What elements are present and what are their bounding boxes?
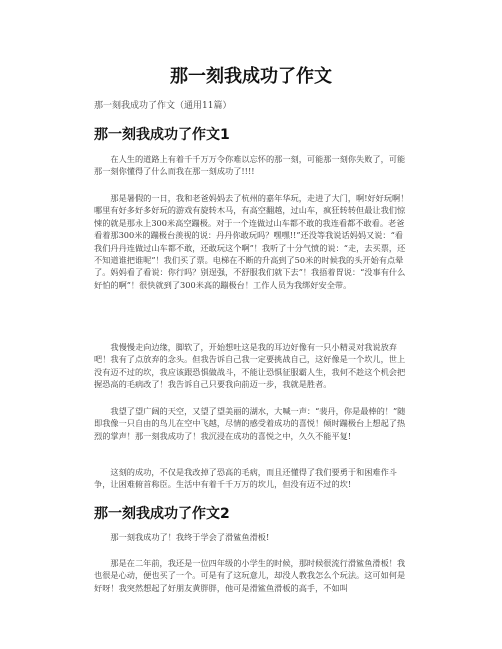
paragraph: 这刻的成功，不仅是我改掉了恐高的毛病，而且还懂得了我们要勇于和困难作斗争，让困难俯首称臣。生活中有着千千万万的坎儿，但没有迈不过的坎! — [94, 467, 397, 490]
document-title: 那一刻我成功了作文 — [170, 66, 332, 87]
section-heading: 那一刻我成功了作文1 — [94, 127, 230, 143]
paragraph: 那是暑假的一日，我和老爸妈妈去了杭州的嘉年华玩，走进了大门，啊!好好玩啊！哪里有好多好多好玩的游戏有旋转木马，有高空翻越，过山车，疯狂转转但最让我们惊悚的就是那永上300米高空蹦极。对于一个连做过山车都不敢的我连看都不敢看。老爸看着那300米的蹦极台羡视的说：丹丹你敢玩吗？嘿嘿!!”还没等我说话妈妈又说：“看我们丹丹连做过山车都不敢，还敢玩这个啊”！我听了十分气愤的说：“走，去买票，还不知道谁把谁呢”！我们买了票。电梯在不断的升高到了50米的时候我的头开始有点晕了。妈妈看了看说：你行吗？别逞强，不舒服我们就下去”！我捂着胃说：“没事有什么好怕的啊”！很快就到了300米高的蹦极台！工作人员为我绑好安全带。 — [94, 193, 409, 290]
paragraph: 我慢慢走向边缘，脚软了，开始想吐这是我的耳边好像有一只小精灵对我说放弃吧！我有了点放弃的念头。但我告诉自己我一定要挑战自己，这好像是一个坎儿，世上没有迈不过的坎，我应该跟恐惧做战斗，不能让恐惧征服霸人生，我何不趁这个机会把握恐高的毛病改了！我告诉自己只要我向前迈一步，我就是胜者。 — [94, 342, 406, 390]
section-heading: 那一刻我成功了作文2 — [94, 506, 230, 522]
paragraph: 那一刻我成功了！我终于学会了滑鲨鱼滑板! — [110, 532, 270, 542]
paragraph: 在人生的道路上有着千千万万令你难以忘怀的那一刻，可能那一刻你失败了，可能那一刻你懂得了什么而我在那一刻成功了!!!! — [94, 154, 406, 177]
paragraph: 那是在二年前，我还是一位四年级的小学生的时候，那时候很流行滑鲨鱼滑板！我也很是心动，便也买了一个。可是有了这玩意儿，却没人教我怎么个玩法。这可如何是好呀！我突然想起了好朋友黄胖胖，他可是滑鲨鱼滑板的高手，不如叫 — [94, 558, 406, 593]
document-intro: 那一刻我成功了作文（通用11篇） — [94, 101, 232, 111]
paragraph: 我望了望广阔的天空，又望了望美丽的湖水，大喊一声：“裴丹，你是最棒的！”随即我像一只自由的鸟儿在空中飞越，尽情的感受着成功的喜悦！倾时蹦极台上想起了热烈的掌声！那一刻我成功了！我沉浸在成功的喜悦之中，久久不能平复! — [94, 406, 406, 441]
